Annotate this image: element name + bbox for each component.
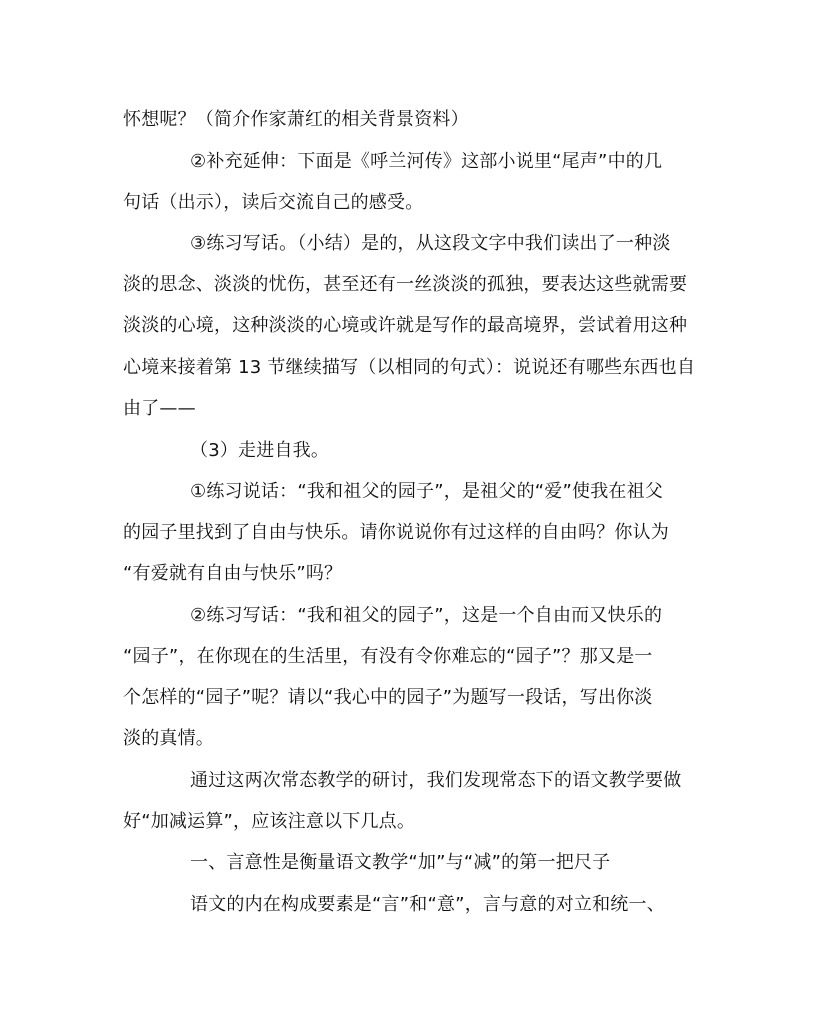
- text-line: 心境来接着第 13 节继续描写（以相同的句式）：说说还有哪些东西也自: [123, 357, 696, 378]
- text-line: 句话（出示），读后交流自己的感受。: [123, 192, 424, 213]
- text-line: “有爱就有自由与快乐”吗？: [123, 563, 343, 584]
- text-line: 个怎样的“园子”呢？请以“我心中的园子”为题写一段话，写出你淡: [123, 687, 653, 708]
- text-line: 淡的真情。: [123, 728, 214, 749]
- text-line: 由了——: [123, 398, 196, 419]
- text-line: “园子”，在你现在的生活里，有没有令你难忘的“园子”？那又是一: [123, 646, 653, 667]
- text-line: 淡淡的心境，这种淡淡的心境或许就是写作的最高境界，尝试着用这种: [123, 315, 688, 336]
- section-heading: 一、言意性是衡量语文教学“加”与“减”的第一把尺子: [190, 852, 611, 873]
- text-line: 语文的内在构成要素是“言”和“意”，言与意的对立和统一、: [190, 894, 665, 915]
- text-line: 的园子里找到了自由与快乐。请你说说你有过这样的自由吗？你认为: [123, 522, 669, 543]
- text-line: ②练习写话：“我和祖父的园子”，这是一个自由而又快乐的: [190, 605, 663, 626]
- text-line: ③练习写话。（小结）是的，从这段文字中我们读出了一种淡: [190, 233, 671, 254]
- text-line: （3）走进自我。: [190, 440, 330, 461]
- text-line: 淡的思念、淡淡的忧伤，甚至还有一丝淡淡的孤独，要表达这些就需要: [123, 274, 688, 295]
- text-line: 通过这两次常态教学的研讨，我们发现常态下的语文教学要做: [190, 770, 682, 791]
- text-line: 怀想呢？（简介作家萧红的相关背景资料）: [123, 109, 469, 130]
- text-line: 好“加减运算”，应该注意以下几点。: [123, 811, 416, 832]
- text-line: ①练习说话：“我和祖父的园子”，是祖父的“爱”使我在祖父: [190, 481, 664, 502]
- text-line: ②补充延伸：下面是《呼兰河传》这部小说里“尾声”中的几: [190, 151, 663, 172]
